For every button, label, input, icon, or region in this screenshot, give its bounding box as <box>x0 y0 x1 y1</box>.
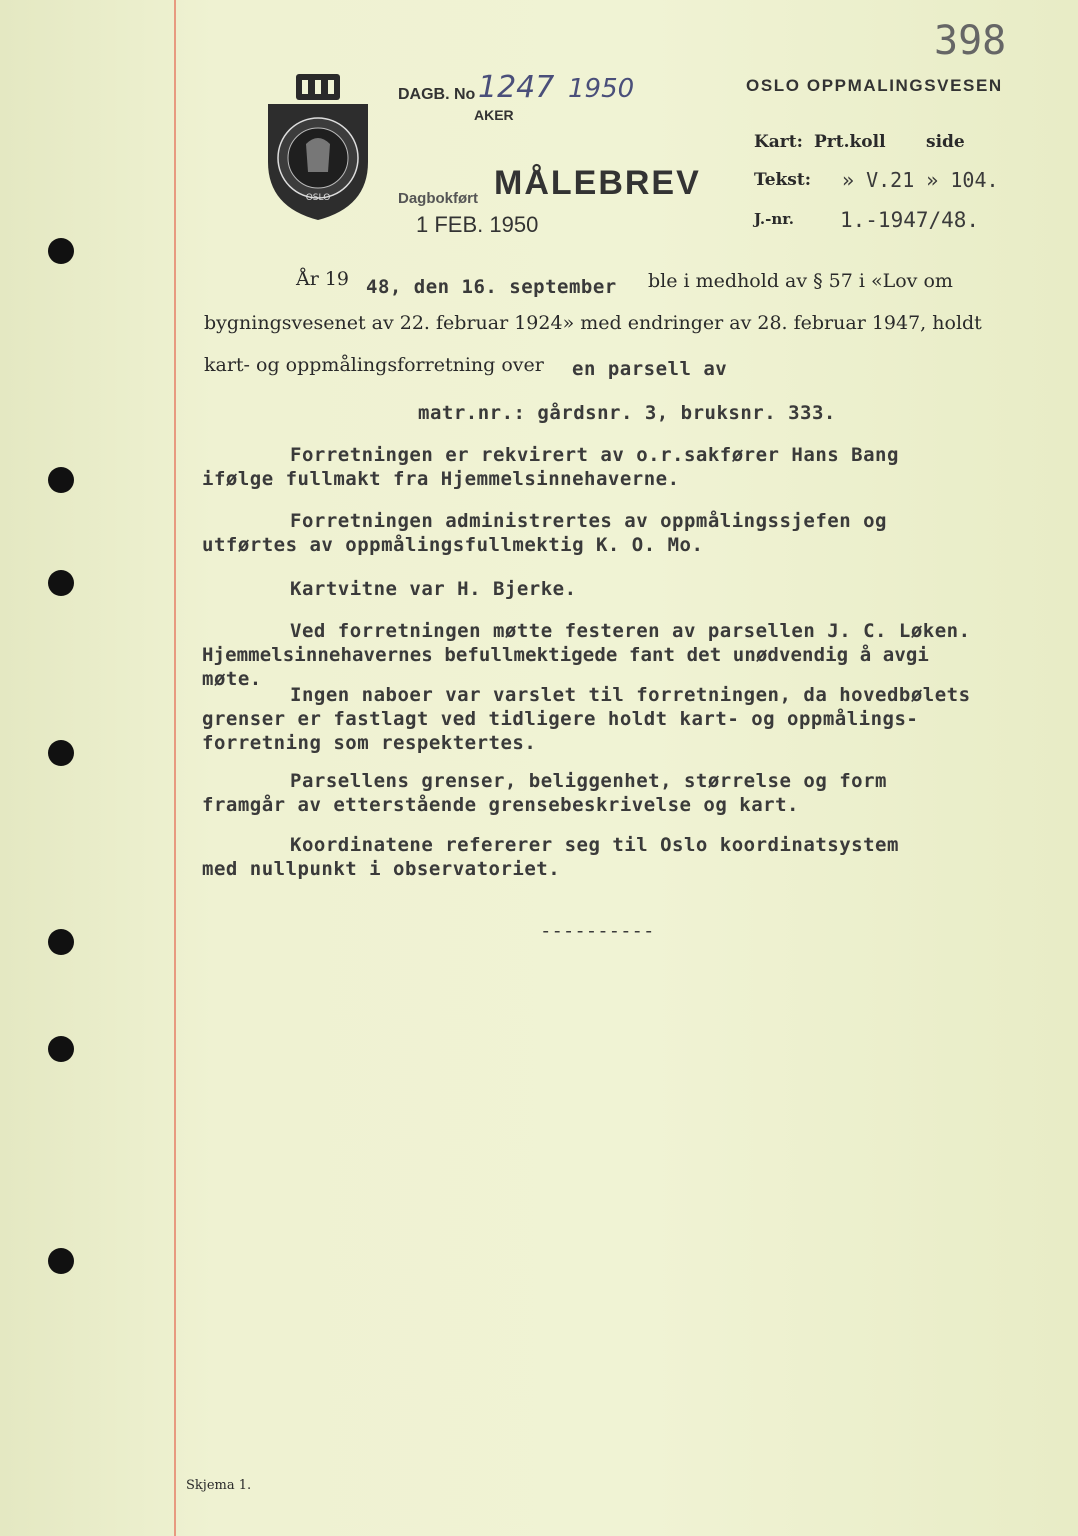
intro-date: 48, den 16. september <box>366 276 617 298</box>
dagb-label: DAGB. No <box>398 86 476 103</box>
paragraph-7-line-2: med nullpunkt i observatoriet. <box>202 858 561 880</box>
matr-line: matr.nr.: gårdsnr. 3, bruksnr. 333. <box>418 402 836 424</box>
paragraph-1-line-2: ifølge fullmakt fra Hjemmelsinnehaverne. <box>202 468 680 490</box>
city-seal-icon <box>258 72 378 222</box>
stamp-label: Dagbokført <box>398 190 478 207</box>
tekst-value: » V.21 » 104. <box>842 168 999 192</box>
punch-hole <box>48 740 74 766</box>
punch-hole <box>48 570 74 596</box>
kart-value: Prt.koll <box>814 132 886 152</box>
intro-line2: bygningsvesenet av 22. februar 1924» med endringer av 28. februar 1947, holdt <box>204 312 982 334</box>
paragraph-1-line-1: Forretningen er rekvirert av o.r.sakfører Hans Bang <box>290 444 899 466</box>
divider: ---------- <box>540 920 655 942</box>
paragraph-6-line-1: Parsellens grenser, beliggenhet, størrelse og form <box>290 770 887 792</box>
paragraph-4-line-2: Hjemmelsinnehavernes befullmektigede fant det unødvendig å avgi <box>202 644 929 666</box>
jnr-label: J.-nr. <box>754 210 795 228</box>
paragraph-4-line-1: Ved forretningen møtte festeren av parsellen J. C. Løken. <box>290 620 971 642</box>
paragraph-7-line-1: Koordinatene refererer seg til Oslo koordinatsystem <box>290 834 899 856</box>
punch-hole <box>48 929 74 955</box>
side-label: side <box>926 132 965 152</box>
form-footer: Skjema 1. <box>186 1478 252 1493</box>
stamp-date: 1 FEB. 1950 <box>416 212 539 237</box>
paragraph-5-line-1: Ingen naboer var varslet til forretningen, da hovedbølets <box>290 684 971 706</box>
paragraph-2-line-2: utførtes av oppmålingsfullmektig K. O. Mo. <box>202 534 704 556</box>
kart-label: Kart: <box>754 132 803 152</box>
tekst-label: Tekst: <box>754 170 811 190</box>
seal-text: OSLO <box>305 193 331 203</box>
paragraph-6-line-2: framgår av etterstående grensebeskrivelse og kart. <box>202 794 799 816</box>
margin-line <box>174 0 176 1536</box>
paragraph-3-line-1: Kartvitne var H. Bjerke. <box>290 578 577 600</box>
paragraph-4-line-3: møte. <box>202 668 262 690</box>
intro-year-prefix: År 19 <box>296 268 350 290</box>
punch-hole <box>48 1248 74 1274</box>
page-number: 398 <box>934 18 1007 64</box>
intro-line3: kart- og oppmålingsforretning over <box>204 354 544 376</box>
punch-hole <box>48 238 74 264</box>
paragraph-2-line-1: Forretningen administrertes av oppmålingssjefen og <box>290 510 887 532</box>
dagb-place: AKER <box>474 107 514 123</box>
paragraph-5-line-3: forretning som respektertes. <box>202 732 537 754</box>
punch-hole <box>48 1036 74 1062</box>
paragraph-5-line-2: grenser er fastlagt ved tidligere holdt kart- og oppmålings- <box>202 708 919 730</box>
intro-law: ble i medhold av § 57 i «Lov om <box>648 270 953 292</box>
dagb-year: 1950 <box>568 74 635 104</box>
intro-parsell: en parsell av <box>572 358 728 380</box>
office-header: OSLO OPPMALINGSVESEN <box>746 76 1003 95</box>
dagb-number: 1247 <box>478 70 555 105</box>
page-title: MÅLEBREV <box>494 164 701 202</box>
jnr-value: 1.-1947/48. <box>840 208 980 232</box>
punch-hole <box>48 467 74 493</box>
